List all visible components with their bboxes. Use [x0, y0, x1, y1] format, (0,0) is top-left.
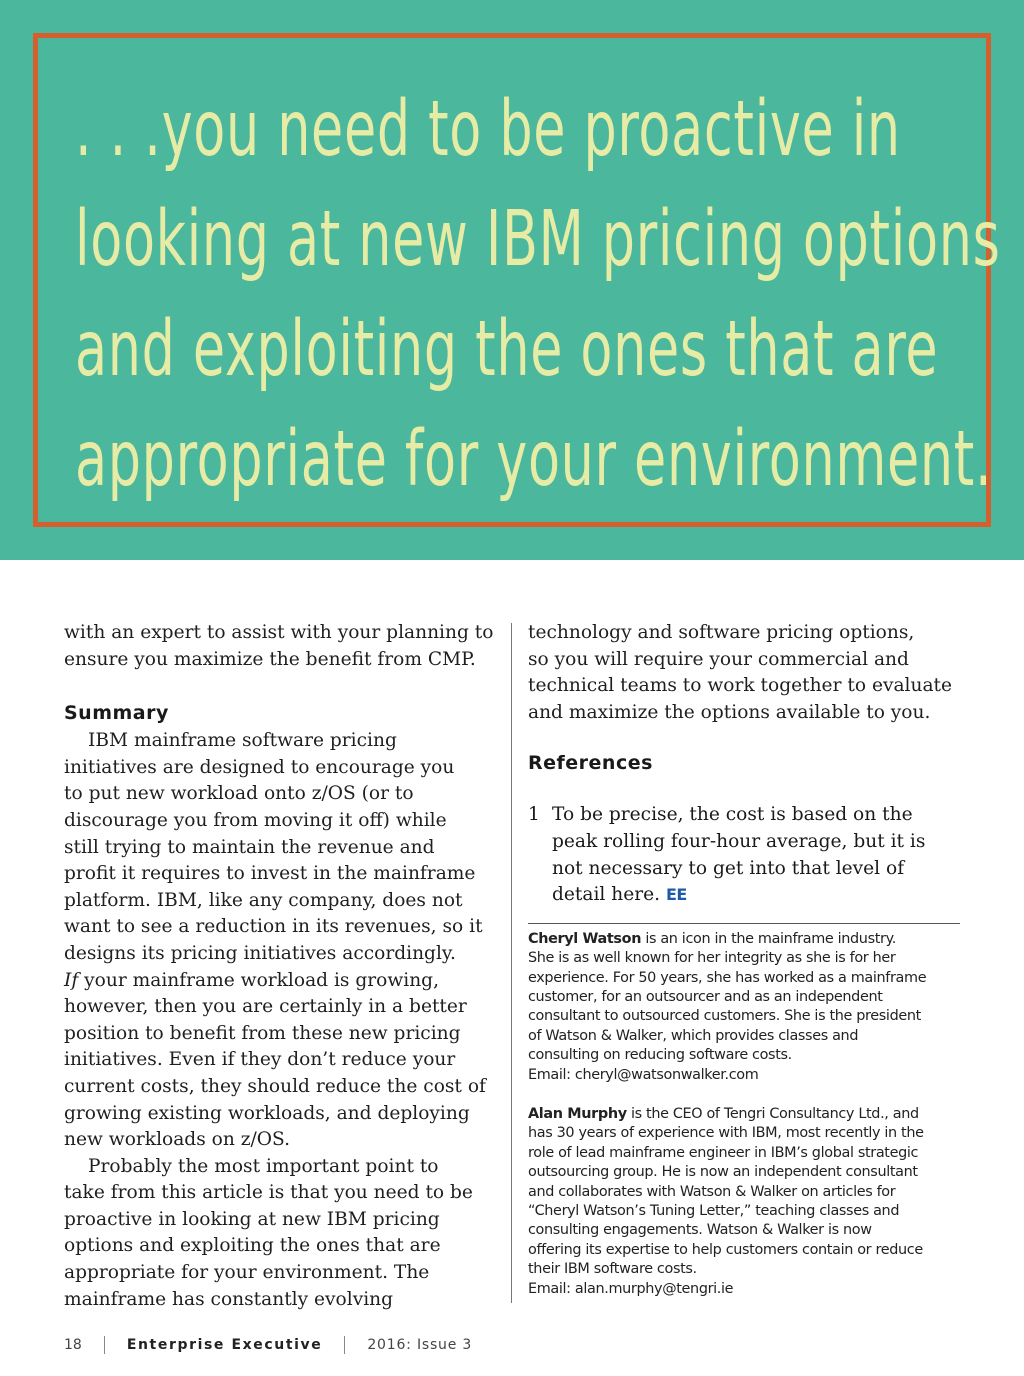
- text-line: consultant to outsourced customers. She is the president: [528, 1008, 921, 1025]
- text-line: still trying to maintain the revenue and: [64, 836, 435, 858]
- continuation-paragraph: [528, 620, 968, 726]
- text-fragment: your mainframe workload is growing,: [78, 969, 439, 991]
- summary-paragraph-1: [64, 728, 494, 1154]
- text-line: IBM mainframe software pricing: [88, 730, 397, 752]
- author-bio-alan-murphy: [528, 1105, 968, 1299]
- summary-heading: Summary: [64, 702, 169, 725]
- references-heading: References: [528, 752, 653, 775]
- pull-quote-line: appropriate for your environment.: [75, 415, 993, 504]
- summary-paragraph-2: [64, 1154, 494, 1314]
- text-line: profit it requires to invest in the mainframe: [64, 863, 476, 885]
- text-line: position to benefit from these new pricing: [64, 1022, 461, 1044]
- author-name: Cheryl Watson: [528, 930, 642, 947]
- text-line: growing existing workloads, and deploying: [64, 1102, 470, 1124]
- right-column: [528, 620, 968, 1299]
- reference-text: [552, 802, 925, 908]
- text-line: proactive in looking at new IBM pricing: [64, 1208, 440, 1230]
- reference-item: [528, 802, 968, 908]
- text-line: [528, 930, 968, 949]
- footer-separator: [104, 1336, 105, 1354]
- text-line: customer, for an outsourcer and as an independent: [528, 988, 883, 1005]
- text-line: and maximize the options available to you.: [528, 701, 931, 723]
- text-line: offering its expertise to help customers contain or reduce: [528, 1241, 923, 1258]
- page-footer: [64, 1335, 472, 1355]
- text-line: and collaborates with Watson & Walker on articles for: [528, 1183, 896, 1200]
- end-mark-logo: EE: [665, 885, 687, 905]
- text-line: with an expert to assist with your planning to: [64, 622, 494, 643]
- text-line: discourage you from moving it off) while: [64, 809, 447, 831]
- text-line: new workloads on z/OS.: [64, 1129, 291, 1151]
- footer-separator: [344, 1336, 345, 1354]
- text-line: [528, 1105, 968, 1124]
- email-line: Email: alan.murphy@tengri.ie: [528, 1280, 734, 1297]
- text-line: Probably the most important point to: [88, 1155, 439, 1177]
- text-line: not necessary to get into that level of: [552, 857, 905, 879]
- text-line: platform. IBM, like any company, does not: [64, 889, 463, 911]
- text-line: designs its pricing initiatives accordingly.: [64, 942, 456, 964]
- text-line: technology and software pricing options,: [528, 622, 915, 643]
- emphasis-if: If: [64, 969, 79, 991]
- text-line: consulting engagements. Watson & Walker is now: [528, 1222, 872, 1239]
- text-line: take from this article is that you need to be: [64, 1182, 473, 1204]
- text-line: She is as well known for her integrity as she is for her: [528, 950, 896, 967]
- text-line: “Cheryl Watson’s Tuning Letter,” teaching classes and: [528, 1203, 900, 1220]
- text-line: consulting on reducing software costs.: [528, 1047, 792, 1064]
- text-line: role of lead mainframe engineer in IBM’s global strategic: [528, 1144, 919, 1161]
- text-line: so you will require your commercial and: [528, 648, 909, 670]
- issue-label: 2016: Issue 3: [367, 1337, 473, 1353]
- pull-quote-line: looking at new IBM pricing options: [75, 195, 1001, 284]
- text-line: ensure you maximize the benefit from CMP.: [64, 648, 476, 670]
- reference-number: 1: [528, 804, 540, 826]
- text-line: their IBM software costs.: [528, 1261, 697, 1278]
- pull-quote-line: and exploiting the ones that are: [75, 305, 939, 394]
- text-line: To be precise, the cost is based on the: [552, 804, 913, 826]
- text-line: [552, 882, 925, 909]
- publication-name: Enterprise Executive: [126, 1337, 323, 1353]
- text-line: has 30 years of experience with IBM, most recently in the: [528, 1125, 924, 1142]
- text-fragment: detail here.: [552, 884, 666, 906]
- text-line: initiatives. Even if they don’t reduce your: [64, 1049, 456, 1071]
- text-line: to put new workload onto z/OS (or to: [64, 783, 414, 805]
- text-fragment: is the CEO of Tengri Consultancy Ltd., and: [626, 1106, 919, 1122]
- text-line: initiatives are designed to encourage you: [64, 756, 455, 778]
- text-line: mainframe has constantly evolving: [64, 1288, 394, 1310]
- text-line: experience. For 50 years, she has worked as a mainframe: [528, 969, 927, 986]
- text-fragment: is an icon in the mainframe industry.: [641, 930, 896, 947]
- text-line: [64, 968, 494, 995]
- email-line: Email: cheryl@watsonwalker.com: [528, 1066, 759, 1083]
- spacer: [528, 1085, 968, 1105]
- author-bio-cheryl-watson: [528, 930, 968, 1085]
- bio-divider: [528, 923, 960, 924]
- text-line: peak rolling four-hour average, but it is: [552, 830, 926, 852]
- author-name: Alan Murphy: [528, 1106, 627, 1122]
- pull-quote-banner: [0, 0, 1024, 560]
- text-line: however, then you are certainly in a better: [64, 996, 467, 1018]
- column-divider: [511, 623, 512, 1303]
- left-column: [64, 620, 494, 1313]
- text-line: current costs, they should reduce the cost of: [64, 1075, 486, 1097]
- text-line: outsourcing group. He is now an independent consultant: [528, 1164, 918, 1181]
- text-line: appropriate for your environment. The: [64, 1262, 430, 1284]
- pull-quote: [75, 75, 1001, 515]
- text-line: technical teams to work together to evaluate: [528, 675, 953, 697]
- pull-quote-line: . . .you need to be proactive in: [75, 85, 901, 174]
- text-line: want to see a reduction in its revenues, so it: [64, 916, 483, 938]
- page-number: 18: [64, 1337, 82, 1353]
- text-line: options and exploiting the ones that are: [64, 1235, 441, 1257]
- intro-paragraph: [64, 620, 494, 673]
- text-line: of Watson & Walker, which provides classes and: [528, 1027, 859, 1044]
